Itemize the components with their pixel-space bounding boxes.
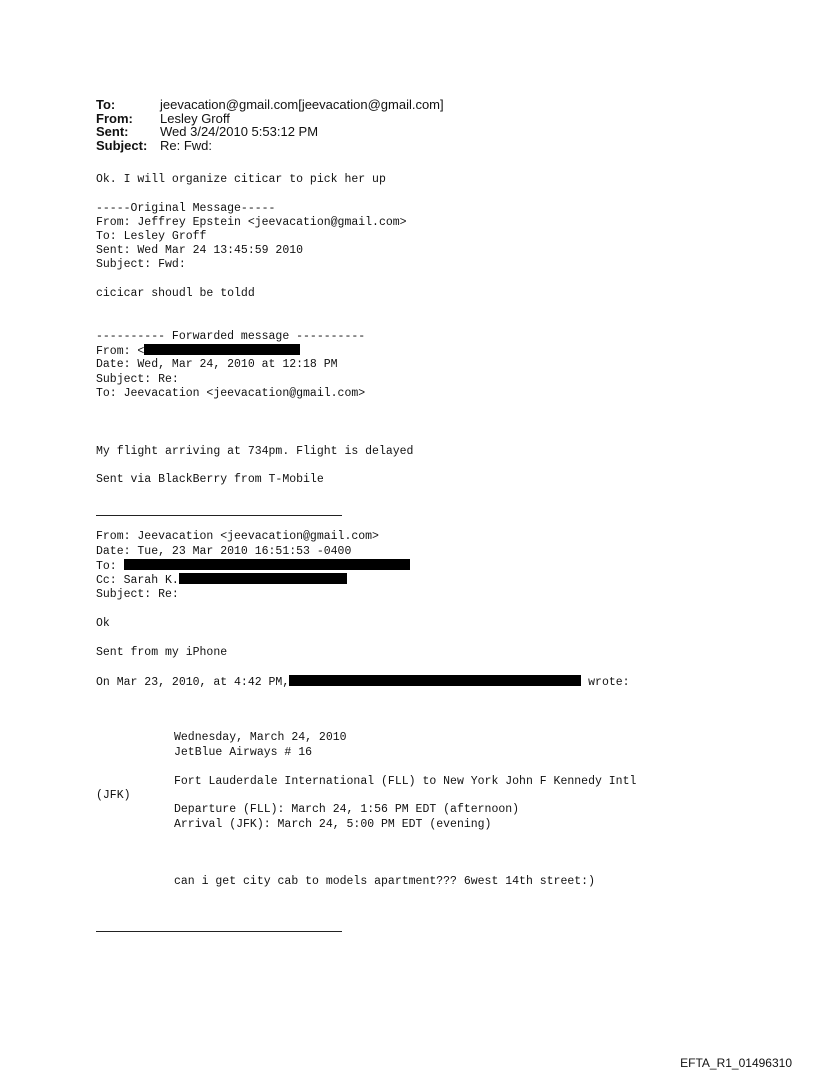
wrote-line xyxy=(96,675,630,691)
subject-value: Re: Fwd: xyxy=(160,137,213,153)
earlier-subject: Subject: Re: xyxy=(96,588,179,601)
original-body: cicicar shoudl be toldd xyxy=(96,287,255,300)
itinerary-departure: Departure (FLL): March 24, 1:56 PM EDT (afternoon) xyxy=(174,803,520,816)
to-label: To: xyxy=(96,97,116,112)
redaction-bar xyxy=(179,573,347,584)
itinerary-flight: JetBlue Airways # 16 xyxy=(174,746,313,759)
itinerary-route-wrap: (JFK) xyxy=(96,789,131,802)
wrote-prefix: On Mar 23, 2010, at 4:42 PM, xyxy=(96,676,290,689)
sent-label: Sent: xyxy=(96,124,129,139)
earlier-from: From: Jeevacation <jeevacation@gmail.com> xyxy=(96,530,379,543)
original-sent: Sent: Wed Mar 24 13:45:59 2010 xyxy=(96,244,304,257)
header-subject-row xyxy=(96,139,444,153)
redaction-bar xyxy=(124,559,410,570)
forwarded-date: Date: Wed, Mar 24, 2010 at 12:18 PM xyxy=(96,358,338,371)
earlier-to-prefix: To: xyxy=(96,560,117,573)
redaction-bar xyxy=(289,675,581,686)
earlier-cc-prefix: Cc: Sarah K. xyxy=(96,574,179,587)
forwarded-separator: ---------- Forwarded message ---------- xyxy=(96,330,366,343)
forwarded-to: To: Jeevacation <jeevacation@gmail.com> xyxy=(96,387,366,400)
separator-rule xyxy=(96,515,342,516)
forwarded-body: My flight arriving at 734pm. Flight is delayed xyxy=(96,445,414,458)
subject-label: Subject: xyxy=(96,137,148,153)
reply-body: Ok. I will organize citicar to pick her up xyxy=(96,173,386,186)
wrote-suffix: wrote: xyxy=(588,676,630,689)
earlier-cc xyxy=(96,573,347,589)
original-subject: Subject: Fwd: xyxy=(96,258,186,271)
itinerary-request: can i get city cab to models apartment??? 6west 14th street:) xyxy=(174,875,595,888)
to-value: jeevacation@gmail.com[jeevacation@gmail.com] xyxy=(160,97,444,112)
document-id: EFTA_R1_01496310 xyxy=(680,1056,792,1070)
earlier-date: Date: Tue, 23 Mar 2010 16:51:53 -0400 xyxy=(96,545,352,558)
itinerary-route: Fort Lauderdale International (FLL) to New York John F Kennedy Intl xyxy=(174,775,637,788)
header-from-row xyxy=(96,112,444,126)
sent-value: Wed 3/24/2010 5:53:12 PM xyxy=(160,124,319,139)
redaction-bar xyxy=(144,344,300,355)
header-sent-row xyxy=(96,125,444,139)
itinerary-arrival: Arrival (JFK): March 24, 5:00 PM EDT (evening) xyxy=(174,818,492,831)
original-from: From: Jeffrey Epstein <jeevacation@gmail.com> xyxy=(96,216,407,229)
separator-rule xyxy=(96,931,342,932)
forwarded-subject: Subject: Re: xyxy=(96,373,179,386)
from-value: Lesley Groff xyxy=(160,110,230,126)
earlier-signature: Sent from my iPhone xyxy=(96,646,228,659)
email-header xyxy=(96,98,444,152)
itinerary-date: Wednesday, March 24, 2010 xyxy=(174,731,347,744)
from-label: From: xyxy=(96,110,133,126)
original-to: To: Lesley Groff xyxy=(96,230,207,243)
earlier-body: Ok xyxy=(96,617,110,630)
header-to-row xyxy=(96,98,444,112)
forwarded-from-prefix: From: < xyxy=(96,345,145,358)
forwarded-signature: Sent via BlackBerry from T-Mobile xyxy=(96,473,324,486)
original-separator: -----Original Message----- xyxy=(96,202,276,215)
